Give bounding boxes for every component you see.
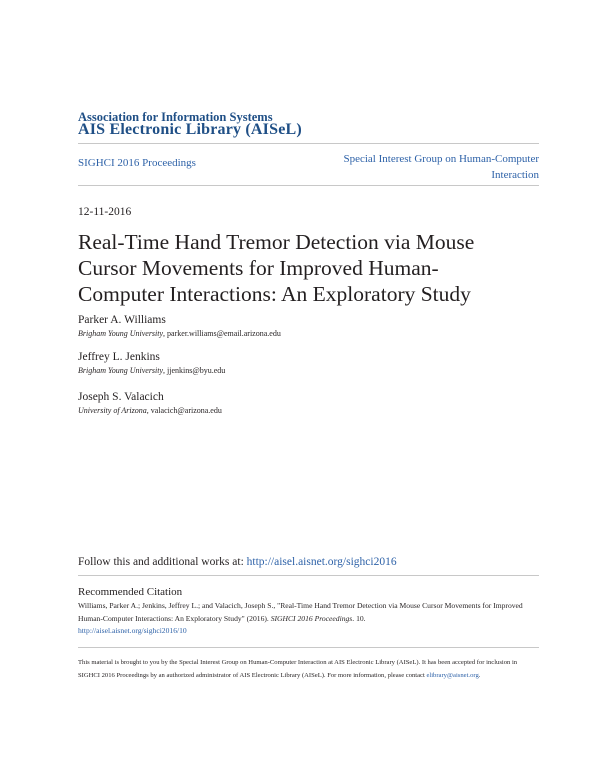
author-affiliation [78, 328, 281, 340]
sig-link-line2[interactable]: Interaction [491, 169, 539, 181]
citation-text: Williams, Parker A.; Jenkins, Jeffrey L.; and Valacich, Joseph S., "Real-Time Hand Tremor Detection via Mouse Cursor Movements for Improved Human-Computer Interactions: An Exploratory Study" (2016). [78, 601, 523, 623]
recommended-citation [78, 600, 540, 638]
distribution-notice [78, 657, 540, 682]
recommended-citation-heading: Recommended Citation [78, 586, 183, 598]
author-institution: University of Arizona [78, 406, 147, 415]
author-affiliation [78, 365, 225, 377]
publication-date: 12-11-2016 [78, 206, 132, 218]
org-name[interactable]: Association for Information Systems [78, 110, 273, 124]
author-name: Parker A. Williams [78, 314, 166, 326]
header-divider-top [78, 143, 539, 144]
follow-text: Follow this and additional works at: [78, 556, 247, 568]
header-divider-bottom [78, 185, 539, 186]
divider [78, 647, 539, 648]
sig-link[interactable] [309, 151, 539, 183]
author-block [78, 313, 281, 340]
title-line-2: Cursor Movements for Improved Human- [78, 256, 439, 280]
follow-link[interactable]: http://aisel.aisnet.org/sighci2016 [246, 556, 397, 568]
citation-venue: SIGHCI 2016 Proceedings [270, 613, 353, 623]
paper-title [78, 229, 478, 307]
author-name: Joseph S. Valacich [78, 391, 164, 403]
citation-url-link[interactable]: http://aisel.aisnet.org/sighci2016/10 [78, 626, 187, 635]
library-name-link[interactable]: AIS Electronic Library (AISeL) [78, 121, 302, 138]
author-email: , jjenkins@byu.edu [163, 366, 226, 375]
title-line-1: Real-Time Hand Tremor Detection via Mouse [78, 230, 475, 254]
title-line-3: Computer Interactions: An Exploratory Study [78, 282, 471, 306]
notice-text: This material is brought to you by the Special Interest Group on Human-Computer Interaction at AIS Electronic Library (AISeL). It has been accepted for inclusion in SIGHCI 2016 Proceedings by an authorized administrator of AIS Electronic Library (AISeL). For more information, please contact [78, 659, 518, 679]
author-email: , parker.williams@email.arizona.edu [163, 329, 281, 338]
notice-end: . [478, 671, 481, 679]
author-block [78, 350, 225, 377]
author-name: Jeffrey L. Jenkins [78, 351, 160, 363]
author-affiliation [78, 405, 222, 417]
contact-email-link[interactable]: elibrary@aisnet.org [426, 671, 479, 679]
author-email: , valacich@arizona.edu [146, 406, 222, 415]
author-institution: Brigham Young University [78, 329, 164, 338]
sig-link-line1[interactable]: Special Interest Group on Human-Computer [343, 153, 539, 165]
citation-number: . 10. [352, 613, 366, 623]
author-institution: Brigham Young University [78, 366, 164, 375]
follow-works-line [78, 556, 397, 568]
proceedings-link[interactable]: SIGHCI 2016 Proceedings [78, 157, 196, 169]
divider [78, 575, 539, 576]
author-block [78, 390, 222, 417]
